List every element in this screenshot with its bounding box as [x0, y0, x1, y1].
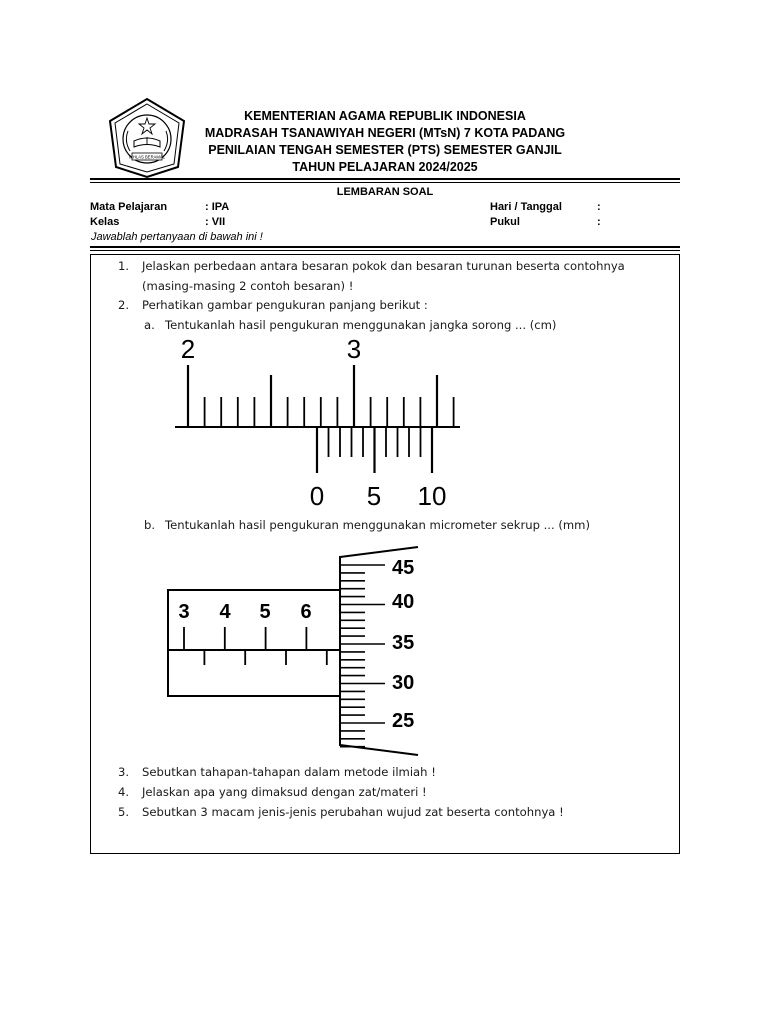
micrometer-sleeve-label-6: 6: [300, 601, 312, 623]
vernier-caliper-figure: [170, 330, 470, 510]
q2-text: Perhatikan gambar pengukuran panjang berikut :: [142, 298, 428, 312]
instruction: Jawablah pertanyaan di bawah ini !: [91, 231, 263, 243]
micrometer-thimble-label-35: 35: [392, 632, 415, 654]
header-exam: PENILAIAN TENGAH SEMESTER (PTS) SEMESTER GANJIL: [208, 143, 562, 157]
q4-number: 4.: [118, 785, 130, 799]
q1-text: Jelaskan perbedaan antara besaran pokok dan besaran turunan beserta contohnya (masing-masing 2 contoh besaran) !: [142, 259, 625, 293]
q3-number: 3.: [118, 765, 130, 779]
instruction-rule-thick: [90, 246, 680, 248]
caliper-main-label-2: 2: [180, 334, 196, 364]
time-label: Pukul: [490, 216, 520, 228]
micrometer-sleeve: [168, 590, 340, 696]
class-value: : VII: [205, 216, 226, 228]
day-value: :: [597, 201, 601, 213]
q1-number: 1.: [118, 259, 130, 273]
micrometer-thimble-label-25: 25: [392, 710, 415, 732]
q5-number: 5.: [118, 805, 130, 819]
instruction-rule-thin: [90, 250, 680, 251]
day-label: Hari / Tanggal: [490, 201, 562, 213]
header-year: TAHUN PELAJARAN 2024/2025: [292, 160, 478, 174]
q2b-text: Tentukanlah hasil pengukuran menggunakan micrometer sekrup ... (mm): [165, 518, 590, 532]
caliper-vernier-ticks: [317, 427, 432, 473]
micrometer-sleeve-label-5: 5: [259, 601, 271, 623]
class-label: Kelas: [90, 216, 120, 228]
caliper-main-label-3: 3: [346, 334, 362, 364]
micrometer-sleeve-label-3: 3: [178, 601, 190, 623]
micrometer-sleeve-ticks: [184, 627, 327, 665]
caliper-vernier-label-5: 5: [366, 481, 382, 510]
q2a-label: a.: [144, 318, 155, 332]
header-rule-thin: [90, 182, 680, 183]
logo-banner-text: IKHLAS BERAMAL: [128, 154, 166, 160]
q4-text: Jelaskan apa yang dimaksud dengan zat/materi !: [142, 785, 427, 799]
q2b-label: b.: [144, 518, 156, 532]
header-ministry: KEMENTERIAN AGAMA REPUBLIK INDONESIA: [244, 109, 526, 123]
q5-text: Sebutkan 3 macam jenis-jenis perubahan wujud zat beserta contohnya !: [142, 805, 564, 819]
micrometer-thimble-label-45: 45: [392, 557, 415, 579]
time-value: :: [597, 216, 601, 228]
caliper-vernier-label-10: 10: [417, 481, 447, 510]
micrometer-thimble-label-40: 40: [392, 591, 415, 613]
subject-label: Mata Pelajaran: [90, 201, 168, 213]
micrometer-sleeve-label-4: 4: [219, 601, 231, 623]
micrometer-figure: [160, 545, 430, 760]
q2-number: 2.: [118, 298, 130, 312]
header-school: MADRASAH TSANAWIYAH NEGERI (MTsN) 7 KOTA PADANG: [204, 126, 566, 140]
q2a-text: Tentukanlah hasil pengukuran menggunakan jangka sorong ... (cm): [165, 318, 557, 332]
subject-value: : IPA: [205, 201, 230, 213]
caliper-vernier-label-0: 0: [309, 481, 325, 510]
header-rule-thick: [90, 178, 680, 180]
micrometer-thimble-ticks: [340, 565, 385, 747]
caliper-main-ticks: [188, 365, 454, 427]
micrometer-thimble-label-30: 30: [392, 672, 415, 694]
q3-text: Sebutkan tahapan-tahapan dalam metode ilmiah !: [142, 765, 436, 779]
sheet-title: LEMBARAN SOAL: [336, 186, 434, 198]
